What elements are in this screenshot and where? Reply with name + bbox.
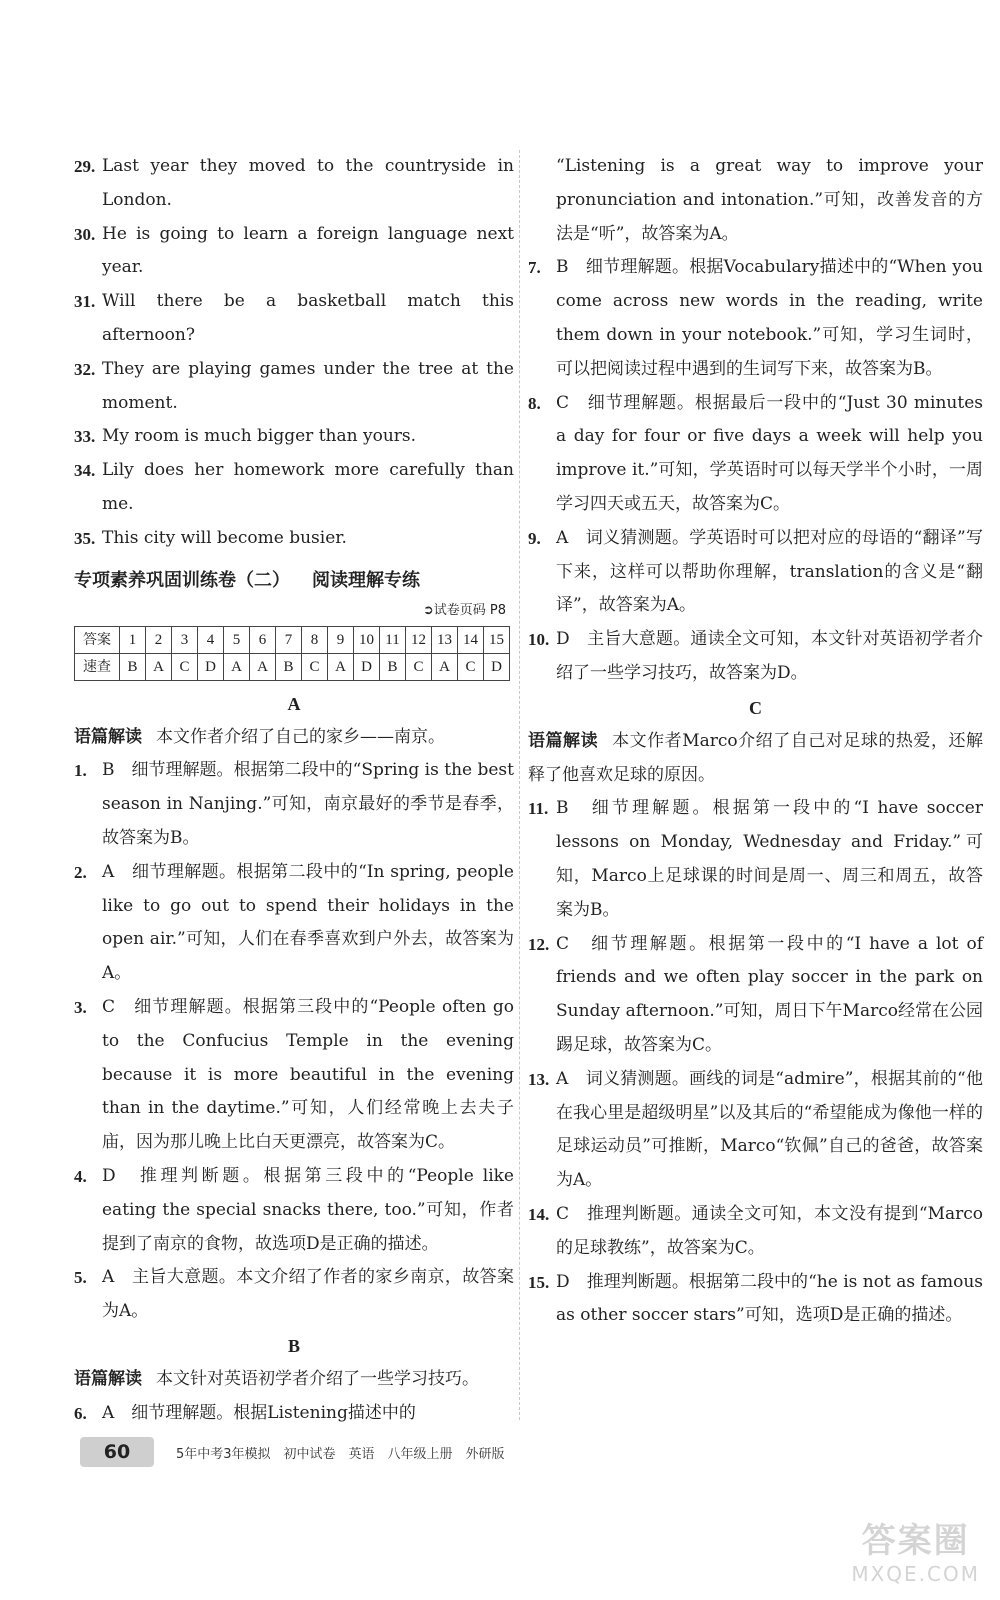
sentence-answer bbox=[74, 285, 514, 353]
answer-table-label: 速查 bbox=[75, 653, 120, 680]
answer-table-number: 6 bbox=[250, 626, 276, 653]
answer-table-label: 答案 bbox=[75, 626, 120, 653]
intro-label: 语篇解读 bbox=[74, 726, 142, 747]
passage-c-item bbox=[528, 928, 983, 1063]
answer-text: D 主旨大意题。通读全文可知，本文针对英语初学者介绍了一些学习技巧，故答案为D。 bbox=[556, 629, 983, 683]
answer-text: B 细节理解题。根据第一段中的“I have soccer lessons on Monday, Wednesday and Friday.”可知，Marco上足球课的时间是周一、周三和周五，故答案为B。 bbox=[556, 798, 983, 920]
answer-table-number: 9 bbox=[328, 626, 354, 653]
sentence-answer bbox=[74, 353, 514, 421]
section-subtitle: 阅读理解专练 bbox=[312, 569, 420, 591]
passage-c-item bbox=[528, 1266, 983, 1334]
question-number: 5. bbox=[74, 1268, 87, 1288]
sentence-answer bbox=[74, 218, 514, 286]
question-number: 32. bbox=[74, 359, 96, 379]
passage-c-intro bbox=[528, 725, 983, 793]
question-number: 10. bbox=[528, 630, 550, 650]
passage-c-letter: C bbox=[749, 697, 762, 718]
answer-text: D 推理判断题。根据第三段中的“People like eating the special snacks there, too.”可知，作者提到了南京的食物，故选项D是正确的描述。 bbox=[102, 1165, 514, 1254]
passage-c-answers bbox=[528, 792, 983, 1333]
page-footer bbox=[80, 1432, 505, 1472]
answer-table-number: 14 bbox=[458, 626, 484, 653]
answer-table-answer: C bbox=[172, 653, 198, 680]
passage-b-item bbox=[528, 251, 983, 386]
answer-table-number: 1 bbox=[120, 626, 146, 653]
answer-text: D 推理判断题。根据第二段中的“he is not as famous as other soccer stars”可知，选项D是正确的描述。 bbox=[556, 1271, 983, 1326]
answer-text: B 细节理解题。根据Vocabulary描述中的“When you come across new words in the reading, write them down in your notebook.”可知，学习生词时，可以把阅读过程中遇到的生词写下来，故答案为B。 bbox=[556, 257, 983, 379]
question-number: 3. bbox=[74, 997, 87, 1017]
passage-b-letter: B bbox=[287, 1335, 300, 1356]
passage-b-answers-right bbox=[528, 251, 983, 690]
answer-text: A 细节理解题。根据第二段中的“In spring, people like to go out to spend their holidays in the open air.”可知，人们在春季喜欢到户外去，故答案为A。 bbox=[102, 861, 514, 984]
sentence-answer bbox=[74, 454, 514, 522]
answer-table-answer: B bbox=[380, 653, 406, 680]
passage-b-item bbox=[528, 623, 983, 691]
arrow-right-icon: ➲ bbox=[422, 602, 434, 618]
answer-table-answer: C bbox=[458, 653, 484, 680]
passage-c-item bbox=[528, 1198, 983, 1266]
answer-table-answer: B bbox=[120, 653, 146, 680]
page-reference-text: 试卷页码 P8 bbox=[433, 602, 506, 618]
answer-text: A 词义猜测题。画线的词是“admire”，根据其前的“他在我心里是超级明星”以及其后的“希望能成为像他一样的足球运动员”可推断，Marco“钦佩”自己的爸爸，故答案为A。 bbox=[556, 1068, 983, 1191]
answer-text: C 细节理解题。根据第一段中的“I have a lot of friends and we often play soccer in the park on Sunday afternoon.”可知，周日下午Marco经常在公园踢足球，故答案为C。 bbox=[556, 933, 983, 1055]
answer-table-answer-row bbox=[75, 653, 510, 680]
answer-table-answer: C bbox=[302, 653, 328, 680]
passage-b-intro bbox=[74, 1363, 514, 1397]
watermark-main: 答案圈 bbox=[861, 1521, 970, 1561]
passage-a-letter: A bbox=[287, 693, 301, 714]
section-title: 专项素养巩固训练卷（二） bbox=[74, 569, 290, 591]
passage-a-item bbox=[74, 754, 514, 855]
answer-table-answer: A bbox=[432, 653, 458, 680]
sentence-answer bbox=[74, 522, 514, 556]
intro-text: 本文作者介绍了自己的家乡——南京。 bbox=[156, 726, 445, 747]
book-series: 5年中考3年模拟 初中试卷 英语 八年级上册 外研版 bbox=[176, 1446, 505, 1462]
answer-table-answer: B bbox=[276, 653, 302, 680]
answer-table bbox=[74, 626, 510, 681]
answer-table-number: 8 bbox=[302, 626, 328, 653]
sentence-text: They are playing games under the tree at the moment. bbox=[102, 358, 514, 413]
answer-table-answer: D bbox=[198, 653, 224, 680]
answer-text: A 词义猜测题。学英语时可以把对应的母语的“翻译”写下来，这样可以帮助你理解，translation的含义是“翻译”，故答案为A。 bbox=[556, 527, 983, 616]
question-number: 14. bbox=[528, 1204, 550, 1224]
answer-table-number: 15 bbox=[484, 626, 510, 653]
section-heading bbox=[74, 564, 514, 598]
question-number: 33. bbox=[74, 427, 96, 447]
sentence-text: My room is much bigger than yours. bbox=[102, 426, 417, 447]
intro-text: 本文作者Marco介绍了自己对足球的热爱，还解释了他喜欢足球的原因。 bbox=[528, 730, 983, 785]
passage-a-item bbox=[74, 856, 514, 991]
continued-text: “Listening is a great way to improve your pronunciation and intonation.”可知，改善发音的方法是“听”，故答案为A。 bbox=[556, 156, 983, 244]
sentence-text: Last year they moved to the countryside in London. bbox=[102, 156, 514, 210]
question-number: 8. bbox=[528, 393, 541, 413]
answer-table-number: 4 bbox=[198, 626, 224, 653]
answer-table-number: 13 bbox=[432, 626, 458, 653]
question-number: 15. bbox=[528, 1272, 550, 1292]
question-number: 35. bbox=[74, 528, 96, 548]
passage-b-item bbox=[528, 387, 983, 522]
question-number: 11. bbox=[528, 799, 549, 819]
passage-b-item bbox=[528, 522, 983, 623]
answer-table-answer: D bbox=[484, 653, 510, 680]
answer-text: B 细节理解题。根据第二段中的“Spring is the best season in Nanjing.”可知，南京最好的季节是春季，故答案为B。 bbox=[102, 760, 514, 848]
answer-table-number: 5 bbox=[224, 626, 250, 653]
answer-text: A 细节理解题。根据Listening描述中的 bbox=[102, 1402, 416, 1423]
answer-text: C 细节理解题。根据最后一段中的“Just 30 minutes a day for four or five days a week will help you improve it.”可知，学英语时可以每天学半个小时，一周学习四天或五天，故答案为C。 bbox=[556, 392, 983, 514]
answer-table-number: 7 bbox=[276, 626, 302, 653]
passage-a-answers bbox=[74, 754, 514, 1329]
answer-table-answer: A bbox=[224, 653, 250, 680]
answer-table-answer: C bbox=[406, 653, 432, 680]
question-number: 7. bbox=[528, 258, 541, 278]
question-number: 31. bbox=[74, 292, 96, 312]
answer-text: A 主旨大意题。本文介绍了作者的家乡南京，故答案为A。 bbox=[102, 1267, 514, 1322]
answer-table-answer: A bbox=[146, 653, 172, 680]
question-number: 2. bbox=[74, 862, 87, 882]
sentence-text: He is going to learn a foreign language next year. bbox=[102, 223, 514, 278]
answer-table-number-row bbox=[75, 626, 510, 653]
question-number: 4. bbox=[74, 1166, 87, 1186]
passage-a-item bbox=[74, 991, 514, 1160]
passage-b-item bbox=[74, 1397, 514, 1431]
sentence-answer bbox=[74, 420, 514, 454]
passage-c-item bbox=[528, 792, 983, 927]
passage-c-item bbox=[528, 1063, 983, 1198]
page-number: 60 bbox=[80, 1437, 154, 1467]
passage-a-item bbox=[74, 1261, 514, 1329]
watermark-url: MXQE.COM bbox=[851, 1562, 980, 1586]
question-number: 13. bbox=[528, 1069, 550, 1089]
answer-table-number: 12 bbox=[406, 626, 432, 653]
sentence-text: Lily does her homework more carefully than me. bbox=[102, 460, 514, 514]
answer-table-number: 2 bbox=[146, 626, 172, 653]
answer-table-number: 3 bbox=[172, 626, 198, 653]
answer-table-number: 11 bbox=[380, 626, 406, 653]
intro-label: 语篇解读 bbox=[74, 1368, 142, 1389]
answer-table-answer: A bbox=[328, 653, 354, 680]
passage-a-intro bbox=[74, 721, 514, 755]
answer-table-answer: D bbox=[354, 653, 380, 680]
answer-table-answer: A bbox=[250, 653, 276, 680]
watermark-logo bbox=[851, 1513, 980, 1586]
right-column bbox=[528, 150, 983, 1333]
sentence-text: This city will become busier. bbox=[102, 527, 347, 548]
question-number: 12. bbox=[528, 934, 550, 954]
sentence-answer bbox=[74, 150, 514, 218]
answer-text: C 推理判断题。通读全文可知，本文没有提到“Marco的足球教练”，故答案为C。 bbox=[556, 1203, 983, 1258]
passage-a-item bbox=[74, 1160, 514, 1261]
page-reference bbox=[74, 598, 514, 624]
continued-answer bbox=[528, 150, 983, 251]
question-number: 9. bbox=[528, 528, 541, 548]
column-divider bbox=[519, 150, 520, 1420]
passage-b-answers-left bbox=[74, 1397, 514, 1431]
answer-list-29-35 bbox=[74, 150, 514, 556]
question-number: 30. bbox=[74, 224, 96, 244]
intro-label: 语篇解读 bbox=[528, 730, 599, 751]
answer-table-number: 10 bbox=[354, 626, 380, 653]
question-number: 1. bbox=[74, 761, 87, 781]
question-number: 6. bbox=[74, 1403, 87, 1423]
sentence-text: Will there be a basketball match this afternoon? bbox=[102, 291, 514, 345]
intro-text: 本文针对英语初学者介绍了一些学习技巧。 bbox=[156, 1368, 479, 1389]
answer-text: C 细节理解题。根据第三段中的“People often go to the Confucius Temple in the evening because it is more beautiful in the evening than in the daytime.”可知，人们经常晚上去夫子庙，因为那儿晚上比白天更漂亮，故答案为C。 bbox=[102, 996, 514, 1153]
question-number: 29. bbox=[74, 157, 96, 176]
left-column bbox=[74, 150, 514, 1431]
question-number: 34. bbox=[74, 461, 96, 481]
